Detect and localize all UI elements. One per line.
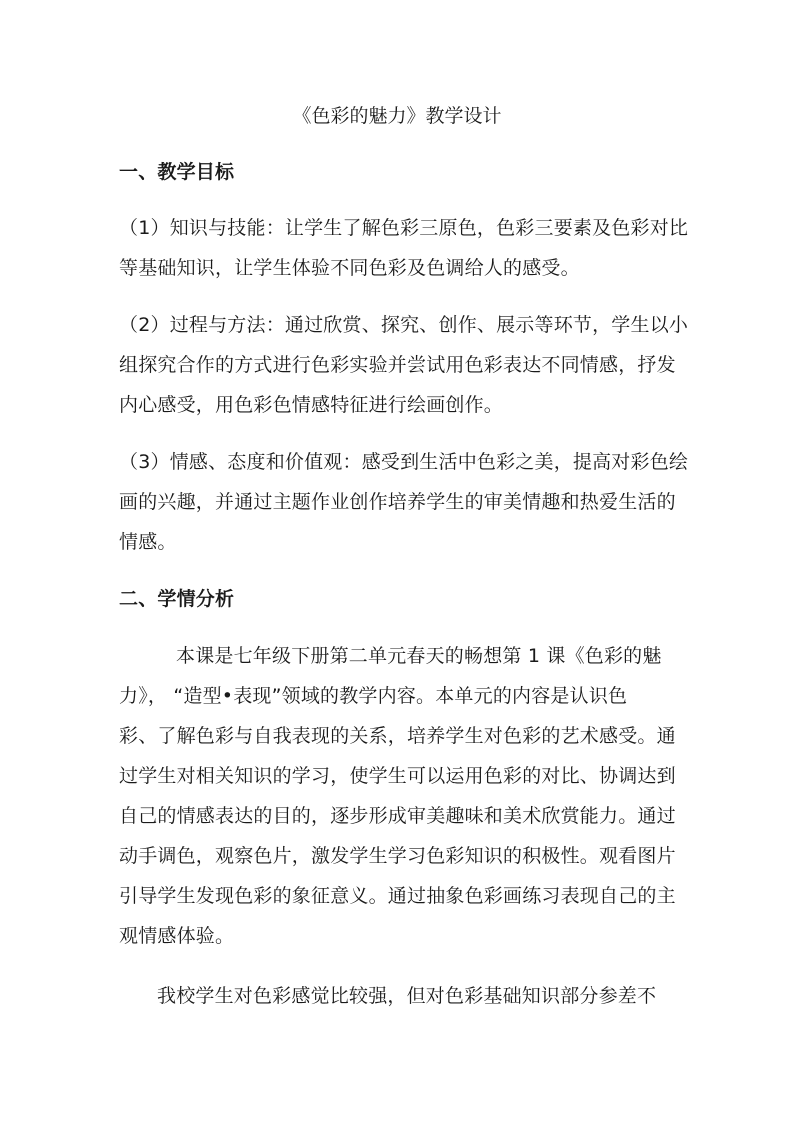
objective-3-line-1: （3）情感、态度和价值观：感受到生活中色彩之美，提高对彩色绘	[119, 451, 689, 473]
objective-1-line-1: （1）知识与技能：让学生了解色彩三原色，色彩三要素及色彩对比	[119, 217, 689, 239]
document-title: 《色彩的魅力》教学设计	[292, 105, 502, 127]
analysis-line-2: 力》， “造型•表现”领域的教学内容。本单元的内容是认识色	[119, 685, 628, 707]
objective-3-line-2: 画的兴趣，并通过主题作业创作培养学生的审美情趣和热爱生活的	[119, 491, 676, 513]
objective-2-line-1: （2）过程与方法：通过欣赏、探究、创作、展示等环节，学生以小	[119, 314, 689, 336]
analysis-para2-line-1: 我校学生对色彩感觉比较强，但对色彩基础知识部分参差不	[157, 985, 657, 1007]
analysis-line-4: 过学生对相关知识的学习，使学生可以运用色彩的对比、协调达到	[119, 765, 676, 787]
analysis-line-5: 自己的情感表达的目的，逐步形成审美趣味和美术欣赏能力。通过	[119, 805, 676, 827]
analysis-line-3: 彩、了解色彩与自我表现的关系，培养学生对色彩的艺术感受。通	[119, 725, 676, 747]
section-heading-objectives: 一、教学目标	[119, 161, 235, 183]
objective-3-line-3: 情感。	[119, 531, 177, 553]
analysis-line-6: 动手调色，观察色片，激发学生学习色彩知识的积极性。观看图片	[119, 845, 676, 867]
section-heading-analysis: 二、学情分析	[119, 588, 235, 610]
objective-2-line-3: 内心感受，用色彩色情感特征进行绘画创作。	[119, 394, 504, 416]
objective-1-line-2: 等基础知识，让学生体验不同色彩及色调给人的感受。	[119, 257, 580, 279]
analysis-line-8: 观情感体验。	[119, 925, 235, 947]
analysis-line-1: 本课是七年级下册第二单元春天的畅想第 1 课《色彩的魅	[176, 645, 662, 667]
objective-2-line-2: 组探究合作的方式进行色彩实验并尝试用色彩表达不同情感，抒发	[119, 354, 676, 376]
analysis-line-7: 引导学生发现色彩的象征意义。通过抽象色彩画练习表现自己的主	[119, 885, 676, 907]
